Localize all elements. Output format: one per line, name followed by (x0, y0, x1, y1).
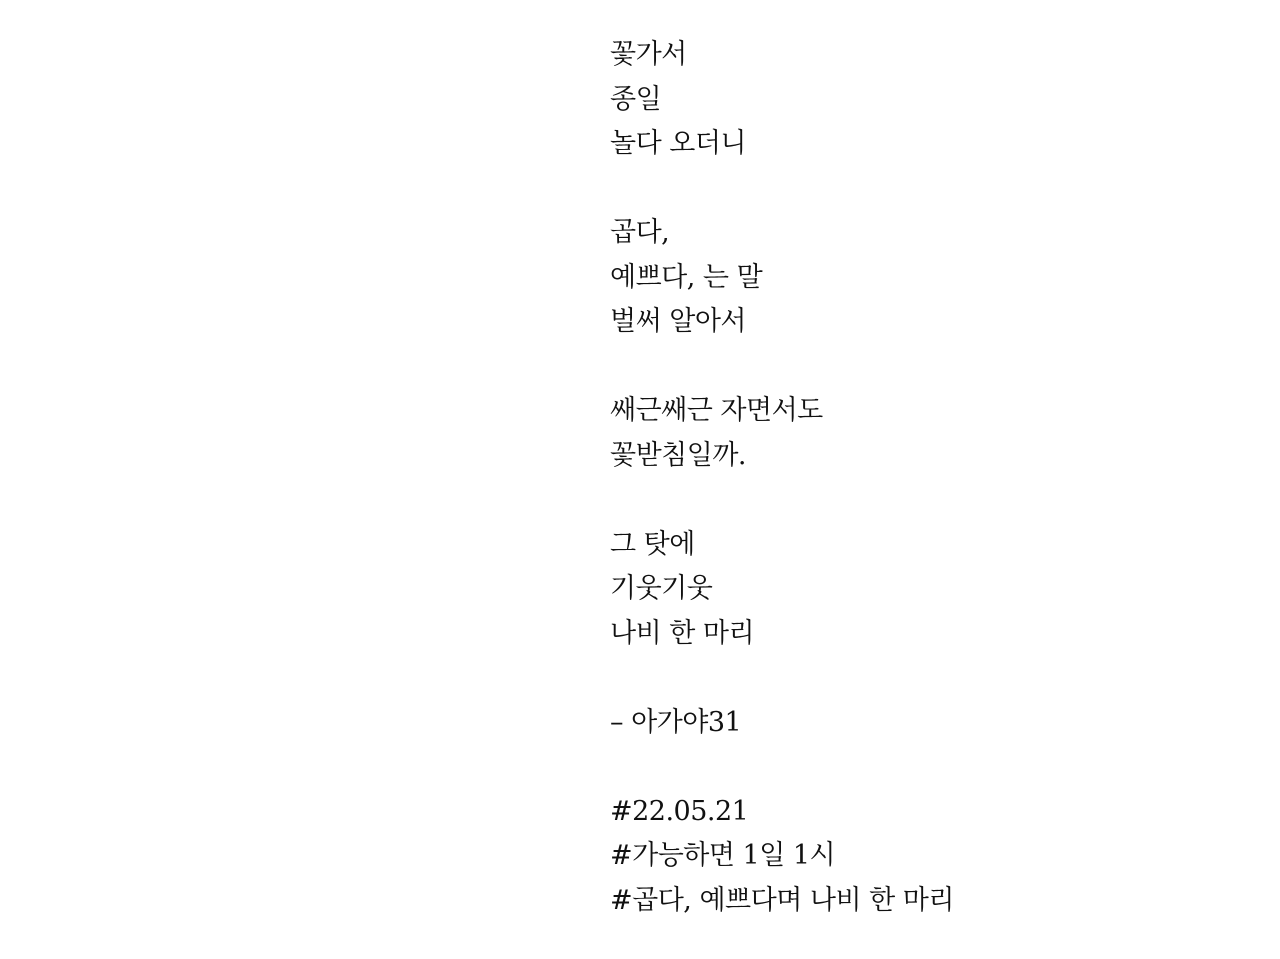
poem-line: 나비 한 마리 (610, 617, 755, 649)
author-signature: – 아가야31 (610, 706, 742, 738)
poem-line: 기웃기웃 (610, 573, 713, 604)
poem-line: 꽃가서 (610, 39, 687, 70)
stanza (610, 523, 1250, 657)
poem-line: 곱다, (610, 217, 670, 248)
hashtag-list (610, 790, 1250, 924)
poem (610, 33, 1250, 923)
stanza-break (610, 745, 1250, 790)
stanza-break (610, 656, 1250, 701)
poem-line: 그 탓에 (610, 528, 695, 560)
poem-line: 쌔근쌔근 자면서도 (610, 395, 823, 426)
stanza-break (610, 345, 1250, 390)
hashtag: #22.05.21 (610, 795, 749, 827)
stanza (610, 211, 1250, 345)
hashtag: #가능하면 1일 1시 (610, 840, 836, 871)
poem-line: 벌써 알아서 (610, 306, 746, 337)
poem-line: 종일 (610, 83, 662, 115)
stanza (610, 389, 1250, 478)
poem-line: 예쁘다, 는 말 (610, 261, 763, 293)
hashtag: #곱다, 예쁘다며 나비 한 마리 (610, 884, 954, 916)
poem-line: 꽃받침일까. (610, 439, 746, 471)
stanza-break (610, 167, 1250, 212)
poem-line: 놀다 오더니 (610, 128, 746, 159)
stanza (610, 33, 1250, 167)
stanza-break (610, 478, 1250, 523)
